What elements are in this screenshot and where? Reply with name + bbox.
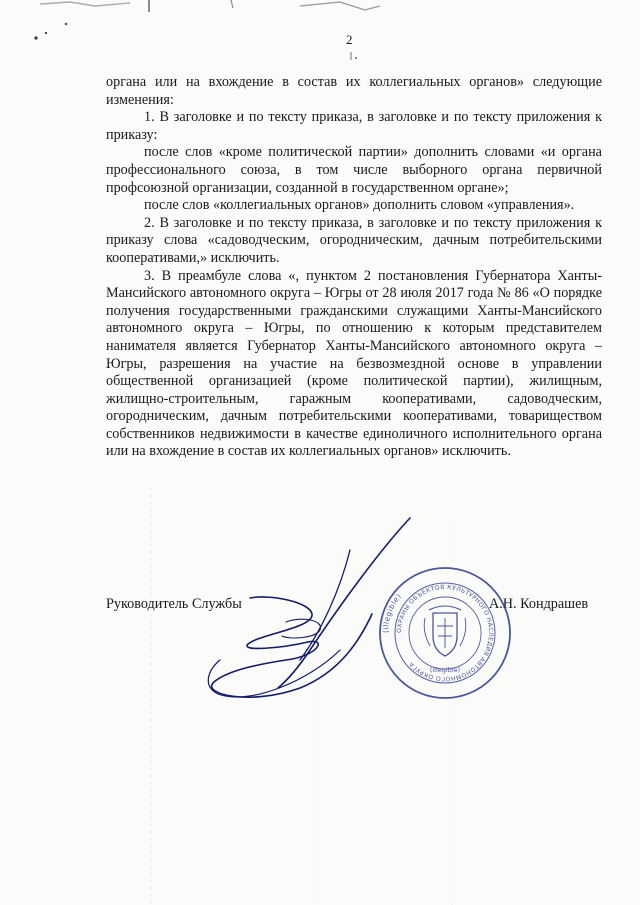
seal-inner-text: ОХРАНЫ ОБЪЕКТОВ КУЛЬТУРНОГО НАСЛЕДИЯ АВТОНОМНОГО ОКРУГА — [395, 583, 495, 683]
paragraph-item-1: 1. В заголовке и по тексту приказа, в заголовке и по тексту приложения к приказу: — [106, 109, 602, 143]
handwritten-signature — [190, 510, 430, 710]
paragraph-continuation: органа или на вхождение в состав их коллегиальных органов» следующие изменения: — [106, 74, 602, 108]
paragraph-item-1-sub-a: после слов «кроме политической партии» дополнить словами «и органа профессионального союза, в том числе выборного органа первичной профсоюзной организации, созданной в государственном органе»; — [106, 144, 602, 196]
seal-outer-text: (illegible) — [380, 591, 404, 634]
paragraph-item-2: 2. В заголовке и по тексту приказа, в заголовке и по тексту приложения к приказу слова «садоводческим, огородническим, дачным потребительскими кооперативами,» исключить. — [106, 214, 602, 266]
coat-of-arms-icon — [424, 606, 466, 656]
signatory-title: Руководитель Службы — [106, 596, 242, 612]
paragraph-item-1-sub-b: после слов «коллегиальных органов» дополнить словом «управления». — [144, 197, 575, 214]
seal-number: (illegible) — [429, 666, 461, 674]
page-number: 2 — [346, 32, 353, 47]
signatory-name: А.Н. Кондрашев — [489, 596, 589, 612]
paragraph-item-3: 3. В преамбуле слова «, пунктом 2 постановления Губернатора Ханты-Мансийского автономного округа – Югры от 28 июля 2017 года № 86 «О порядке получения государственными гражданскими служащими Ханты-Мансийского автономного округа – Югры, по отношению к которым представителем нанимателя является Губернатор Ханты-Мансийского автономного округа – Югры, разрешения на участие на безвозмездной основе в управлении общественной организацией (кроме политической партии), жилищным, жилищно-строительным, гаражным кооперативами, садоводческим, огородническим, дачным потребительскими кооперативами, товариществом собственников недвижимости в качестве единоличного исполнительного органа или на вхождение в состав их коллегиальных органов» исключить. — [106, 267, 602, 460]
document-body — [106, 74, 602, 461]
